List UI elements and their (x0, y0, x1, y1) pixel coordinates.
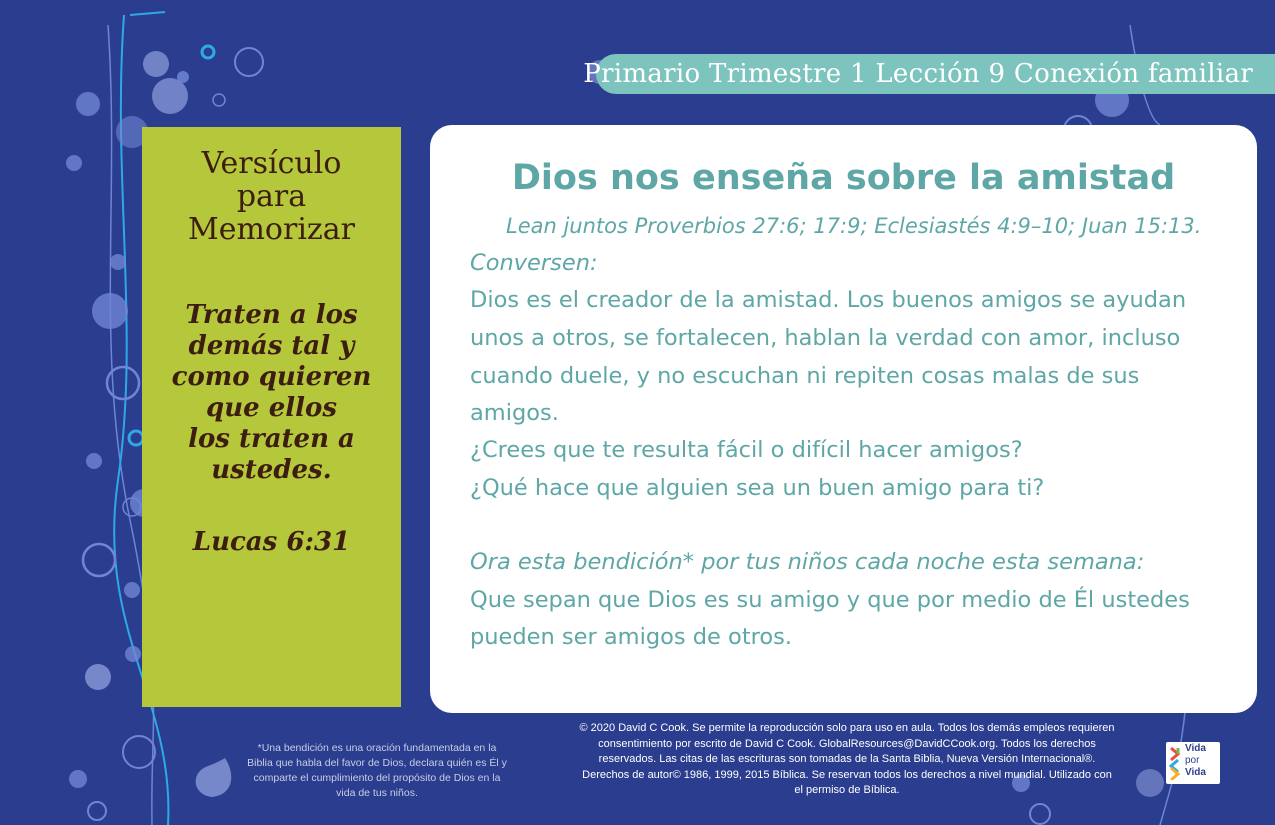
banner-label: Primario Trimestre 1 Lección 9 Conexión familiar (583, 59, 1253, 89)
discuss-label: Conversen: (470, 250, 598, 276)
blessing-footnote: *Una bendición es una oración fundamentada en la Biblia que habla del favor de Dios, declara quién es Él y comparte el cumplimiento del propósito de Dios en la vida de tus niños. (247, 742, 507, 799)
logo-text: Vida por Vida (1185, 743, 1206, 778)
discuss-line: amigos. (470, 400, 559, 426)
memory-verse-card (142, 127, 401, 707)
copyright-notice: © 2020 David C Cook. Se permite la reproducción solo para uso en aula. Todos los demás empleos requieren consentimiento por escrito de David C Cook. GlobalResources@DavidCCook.org. Todos los derechos reservados. Las citas de las escrituras son tomadas de la Santa Biblia, Nueva Versión Internacional®. Derechos de autor© 1986, 1999, 2015 Bíblica. Se reservan todos los derechos a nivel mundial. Utilizado con el permiso de Bíblica. (579, 722, 1115, 796)
discuss-line: unos a otros, se fortalecen, hablan la verdad con amor, incluso (470, 325, 1181, 351)
question: ¿Crees que te resulta fácil o difícil hacer amigos? (470, 437, 1023, 463)
memory-verse-heading: Versículo para Memorizar (188, 146, 355, 247)
memory-verse-text: Traten a los demás tal y como quieren que ellos los traten a ustedes. (171, 300, 372, 485)
blessing-line: Que sepan que Dios es su amigo y que por medio de Él ustedes (470, 587, 1190, 613)
question: ¿Qué hace que alguien sea un buen amigo para ti? (470, 475, 1045, 501)
scripture-reading: Lean juntos Proverbios 27:6; 17:9; Eclesiastés 4:9–10; Juan 15:13. (506, 214, 1202, 238)
family-connection-card (430, 125, 1257, 713)
discuss-line: cuando duele, y no escuchan ni repiten cosas malas de sus (470, 363, 1140, 389)
blessing-label: Ora esta bendición* por tus niños cada noche esta semana: (470, 549, 1145, 575)
discuss-line: Dios es el creador de la amistad. Los buenos amigos se ayudan (470, 287, 1187, 313)
lesson-banner (583, 54, 1275, 94)
blessing-line: pueden ser amigos de otros. (470, 624, 793, 650)
memory-verse-reference: Lucas 6:31 (192, 527, 351, 557)
vida-por-vida-logo (1166, 742, 1220, 784)
card-title: Dios nos enseña sobre la amistad (511, 158, 1176, 198)
logo-mark-icon (1169, 746, 1183, 780)
